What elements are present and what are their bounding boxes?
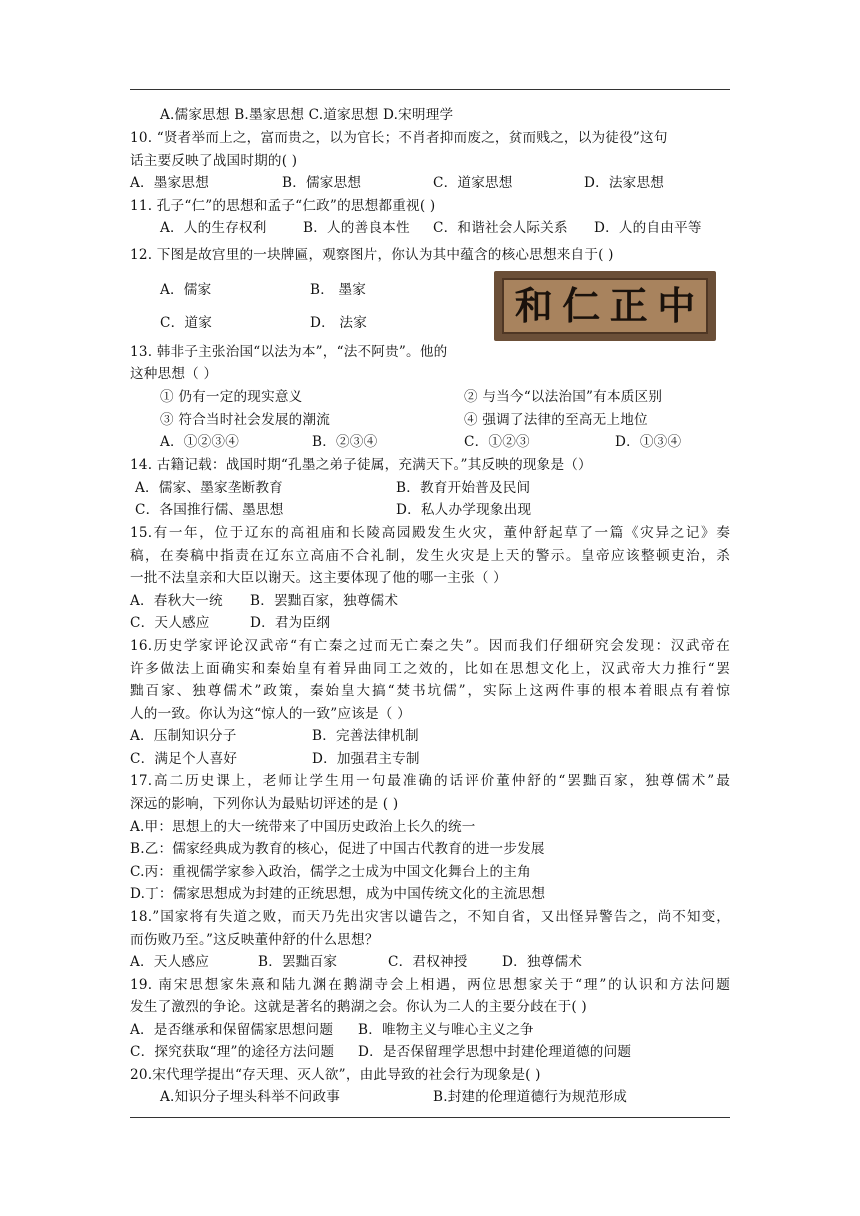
q15-stem-line1: 15.有一年，位于辽东的高祖庙和长陵高园殿发生火灾，董仲舒起草了一篇《灾异之记》奏 <box>130 525 730 541</box>
q9-options: A.儒家思想 B.墨家思想 C.道家思想 D.宋明理学 <box>160 107 454 123</box>
q13-statement-1: ① 仍有一定的现实意义 <box>160 389 303 405</box>
q19-option-c: C．探究获取“理”的途径方法问题 <box>130 1044 335 1060</box>
q17-option-b: B.乙：儒家经典成为教育的核心，促进了中国古代教育的进一步发展 <box>130 841 545 857</box>
q11-option-c: C．和谐社会人际关系 <box>433 220 568 236</box>
q13-statement-2: ② 与当今“以法治国”有本质区别 <box>464 389 663 405</box>
q16-option-a: A．压制知识分子 <box>130 728 237 744</box>
q14-option-d: D．私人办学现象出现 <box>396 502 532 518</box>
q14-option-b: B．教育开始普及民间 <box>396 480 531 496</box>
q15-stem-line3: 一批不法皇亲和大臣以谢天。这主要体现了他的哪一主张（ ） <box>130 570 507 586</box>
plaque-board <box>502 278 708 334</box>
q20-option-a: A.知识分子埋头科举不问政事 <box>160 1089 341 1105</box>
q17-option-c: C.丙：重视儒学家参入政治，儒学之士成为中国文化舞台上的主角 <box>130 864 531 880</box>
q12-option-a: A．儒家 <box>160 282 212 298</box>
q16-stem-line2: 许多做法上面确实和秦始皇有着异曲同工之效的，比如在思想文化上，汉武帝大力推行“罢 <box>130 661 730 677</box>
q17-option-d: D.丁：儒家思想成为封建的正统思想，成为中国传统文化的主流思想 <box>130 886 546 902</box>
q13-option-b: B．②③④ <box>312 434 378 450</box>
q18-option-d: D．独尊儒术 <box>502 954 583 970</box>
q17-stem-line1: 17.高二历史课上，老师让学生用一句最准确的话评价董仲舒的“罢黜百家，独尊儒术”最 <box>130 773 730 789</box>
q16-stem-line3: 黜百家、独尊儒术”政策，秦始皇大搞“焚书坑儒”，实际上这两件事的根本着眼点有着惊 <box>130 683 730 699</box>
q15-option-b: B．罢黜百家，独尊儒术 <box>250 593 399 609</box>
q14-option-a: A．儒家、墨家垄断教育 <box>135 480 283 496</box>
top-rule <box>130 89 730 90</box>
q10-stem-line1: 10. “贤者举而上之，富而贵之，以为官长；不肖者抑而废之，贫而贱之，以为徒役”这句 <box>130 130 668 146</box>
q16-stem-line4: 人的一致。你认为这“惊人的一致”应该是（ ） <box>130 706 411 722</box>
q19-stem-line1: 19. 南宋思想家朱熹和陆九渊在鹅湖寺会上相遇，两位思想家关于“理”的认识和方法问题 <box>130 977 730 993</box>
q11-option-d: D．人的自由平等 <box>594 220 702 236</box>
q13-stem-line1: 13. 韩非子主张治国“以法为本”，“法不阿贵”。他的 <box>130 344 448 360</box>
q11-option-b: B．人的善良本性 <box>303 220 410 236</box>
q20-stem: 20.宋代理学提出“存天理、灭人欲”，由此导致的社会行为现象是( ) <box>130 1067 541 1083</box>
q12-option-b: B． 墨家 <box>310 282 367 298</box>
plaque-char-zheng: 正 <box>609 284 648 328</box>
q11-stem: 11. 孔子“仁”的思想和孟子“仁政”的思想都重视( ) <box>130 198 436 214</box>
q12-option-d: D． 法家 <box>310 315 368 331</box>
q14-option-c: C．各国推行儒、墨思想 <box>135 502 284 518</box>
q12-option-c: C．道家 <box>160 315 212 331</box>
q13-option-a: A．①②③④ <box>160 434 239 450</box>
q13-statement-3: ③ 符合当时社会发展的潮流 <box>160 412 331 428</box>
q20-option-b: B.封建的伦理道德行为规范形成 <box>433 1089 628 1105</box>
q13-stem-line2: 这种思想（ ） <box>130 366 218 382</box>
q15-option-a: A．春秋大一统 <box>130 593 223 609</box>
q11-option-a: A．人的生存权利 <box>160 220 267 236</box>
q16-option-d: D．加强君主专制 <box>312 751 420 767</box>
q16-option-b: B．完善法律机制 <box>312 728 419 744</box>
q19-option-a: A．是否继承和保留儒家思想问题 <box>130 1022 334 1038</box>
q18-stem-line2: 而伤败乃至。”这反映董仲舒的什么思想？ <box>130 932 379 948</box>
q15-stem-line2: 稿，在奏稿中指责在辽东立高庙不合礼制，发生火灾是上天的警示。皇帝应该整顿吏治，杀 <box>130 548 730 564</box>
q10-option-b: B．儒家思想 <box>282 175 362 191</box>
q13-option-d: D．①③④ <box>615 434 682 450</box>
q15-option-c: C．天人感应 <box>130 615 210 631</box>
q19-option-b: B．唯物主义与唯心主义之争 <box>358 1022 534 1038</box>
q16-option-c: C．满足个人喜好 <box>130 751 238 767</box>
plaque-char-he: 和 <box>514 284 553 328</box>
q10-option-c: C．道家思想 <box>433 175 513 191</box>
q18-stem-line1: 18.”国家将有失道之败，而天乃先出灾害以谴告之，不知自省，又出怪异警告之，尚不知变， <box>130 909 730 925</box>
q13-option-c: C．①②③ <box>464 434 530 450</box>
q10-option-d: D．法家思想 <box>584 175 665 191</box>
plaque-char-zhong: 中 <box>657 284 696 328</box>
q14-stem: 14. 古籍记载：战国时期“孔墨之弟子徒属，充满天下。”其反映的现象是（） <box>130 457 592 473</box>
q19-option-d: D．是否保留理学思想中封建伦理道德的问题 <box>358 1044 632 1060</box>
q12-stem: 12. 下图是故宫里的一块牌匾，观察图片，你认为其中蕴含的核心思想来自于( ) <box>130 247 614 263</box>
q17-stem-line2: 深远的影响，下列你认为最贴切评述的是 ( ) <box>130 796 399 812</box>
q15-option-d: D．君为臣纲 <box>250 615 331 631</box>
plaque-char-ren: 仁 <box>562 284 601 328</box>
q19-stem-line2: 发生了激烈的争论。这就是著名的鹅湖之会。你认为二人的主要分歧在于( ) <box>130 999 587 1015</box>
q10-stem-line2: 话主要反映了战国时期的( ) <box>130 153 298 169</box>
q18-option-c: C．君权神授 <box>388 954 468 970</box>
palace-plaque-image <box>494 271 716 341</box>
q16-stem-line1: 16.历史学家评论汉武帝“有亡秦之过而无亡秦之失”。因而我们仔细研究会发现：汉武帝在 <box>130 638 730 654</box>
q18-option-a: A．天人感应 <box>130 954 209 970</box>
bottom-rule <box>130 1117 730 1118</box>
q13-statement-4: ④ 强调了法律的至高无上地位 <box>464 412 648 428</box>
q10-option-a: A．墨家思想 <box>130 175 209 191</box>
q18-option-b: B．罢黜百家 <box>258 954 338 970</box>
q17-option-a: A.甲：思想上的大一统带来了中国历史政治上长久的统一 <box>130 819 476 835</box>
